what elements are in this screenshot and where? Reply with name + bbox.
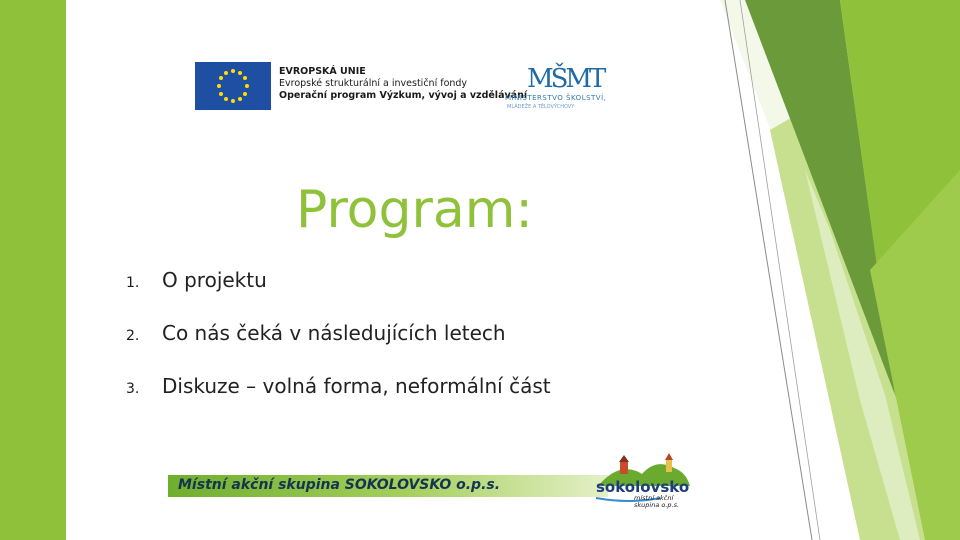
agenda-item-text: Diskuze – volná forma, neformální část (162, 374, 551, 398)
left-green-bar (0, 0, 66, 540)
right-green-decoration (720, 0, 960, 540)
sokolovsko-logo-sub1: místní akční (634, 494, 674, 502)
msmt-logo (505, 62, 605, 112)
sokolovsko-logo (590, 452, 698, 514)
agenda-item-number: 3. (126, 381, 140, 397)
slide-title: Program: (296, 180, 533, 240)
mas-banner-text: Místní akční skupina SOKOLOVSKO o.p.s. (178, 477, 501, 493)
agenda-item-number: 1. (126, 275, 140, 291)
eu-logo-line2: Evropské strukturální a investiční fondy (279, 78, 468, 89)
msmt-logo-mark: MŠMT (527, 64, 604, 94)
sokolovsko-logo-word: sokolovsko (596, 478, 690, 496)
agenda-item-number: 2. (126, 328, 140, 344)
sokolovsko-logo-sub2: skupina o.p.s. (634, 501, 680, 509)
eu-logo-line1: EVROPSKÁ UNIE (279, 66, 366, 77)
agenda-item-text: O projektu (162, 268, 267, 292)
msmt-logo-line1: MINISTERSTVO ŠKOLSTVÍ, (505, 94, 607, 102)
msmt-logo-line2: MLÁDEŽE A TĚLOVÝCHOVY (507, 104, 575, 110)
eu-flag-icon (195, 62, 271, 110)
agenda-item-text: Co nás čeká v následujících letech (162, 321, 506, 345)
eu-logo (195, 62, 528, 110)
eu-logo-line3: Operační program Výzkum, vývoj a vzdělávání (279, 90, 528, 101)
mas-banner (168, 475, 608, 497)
